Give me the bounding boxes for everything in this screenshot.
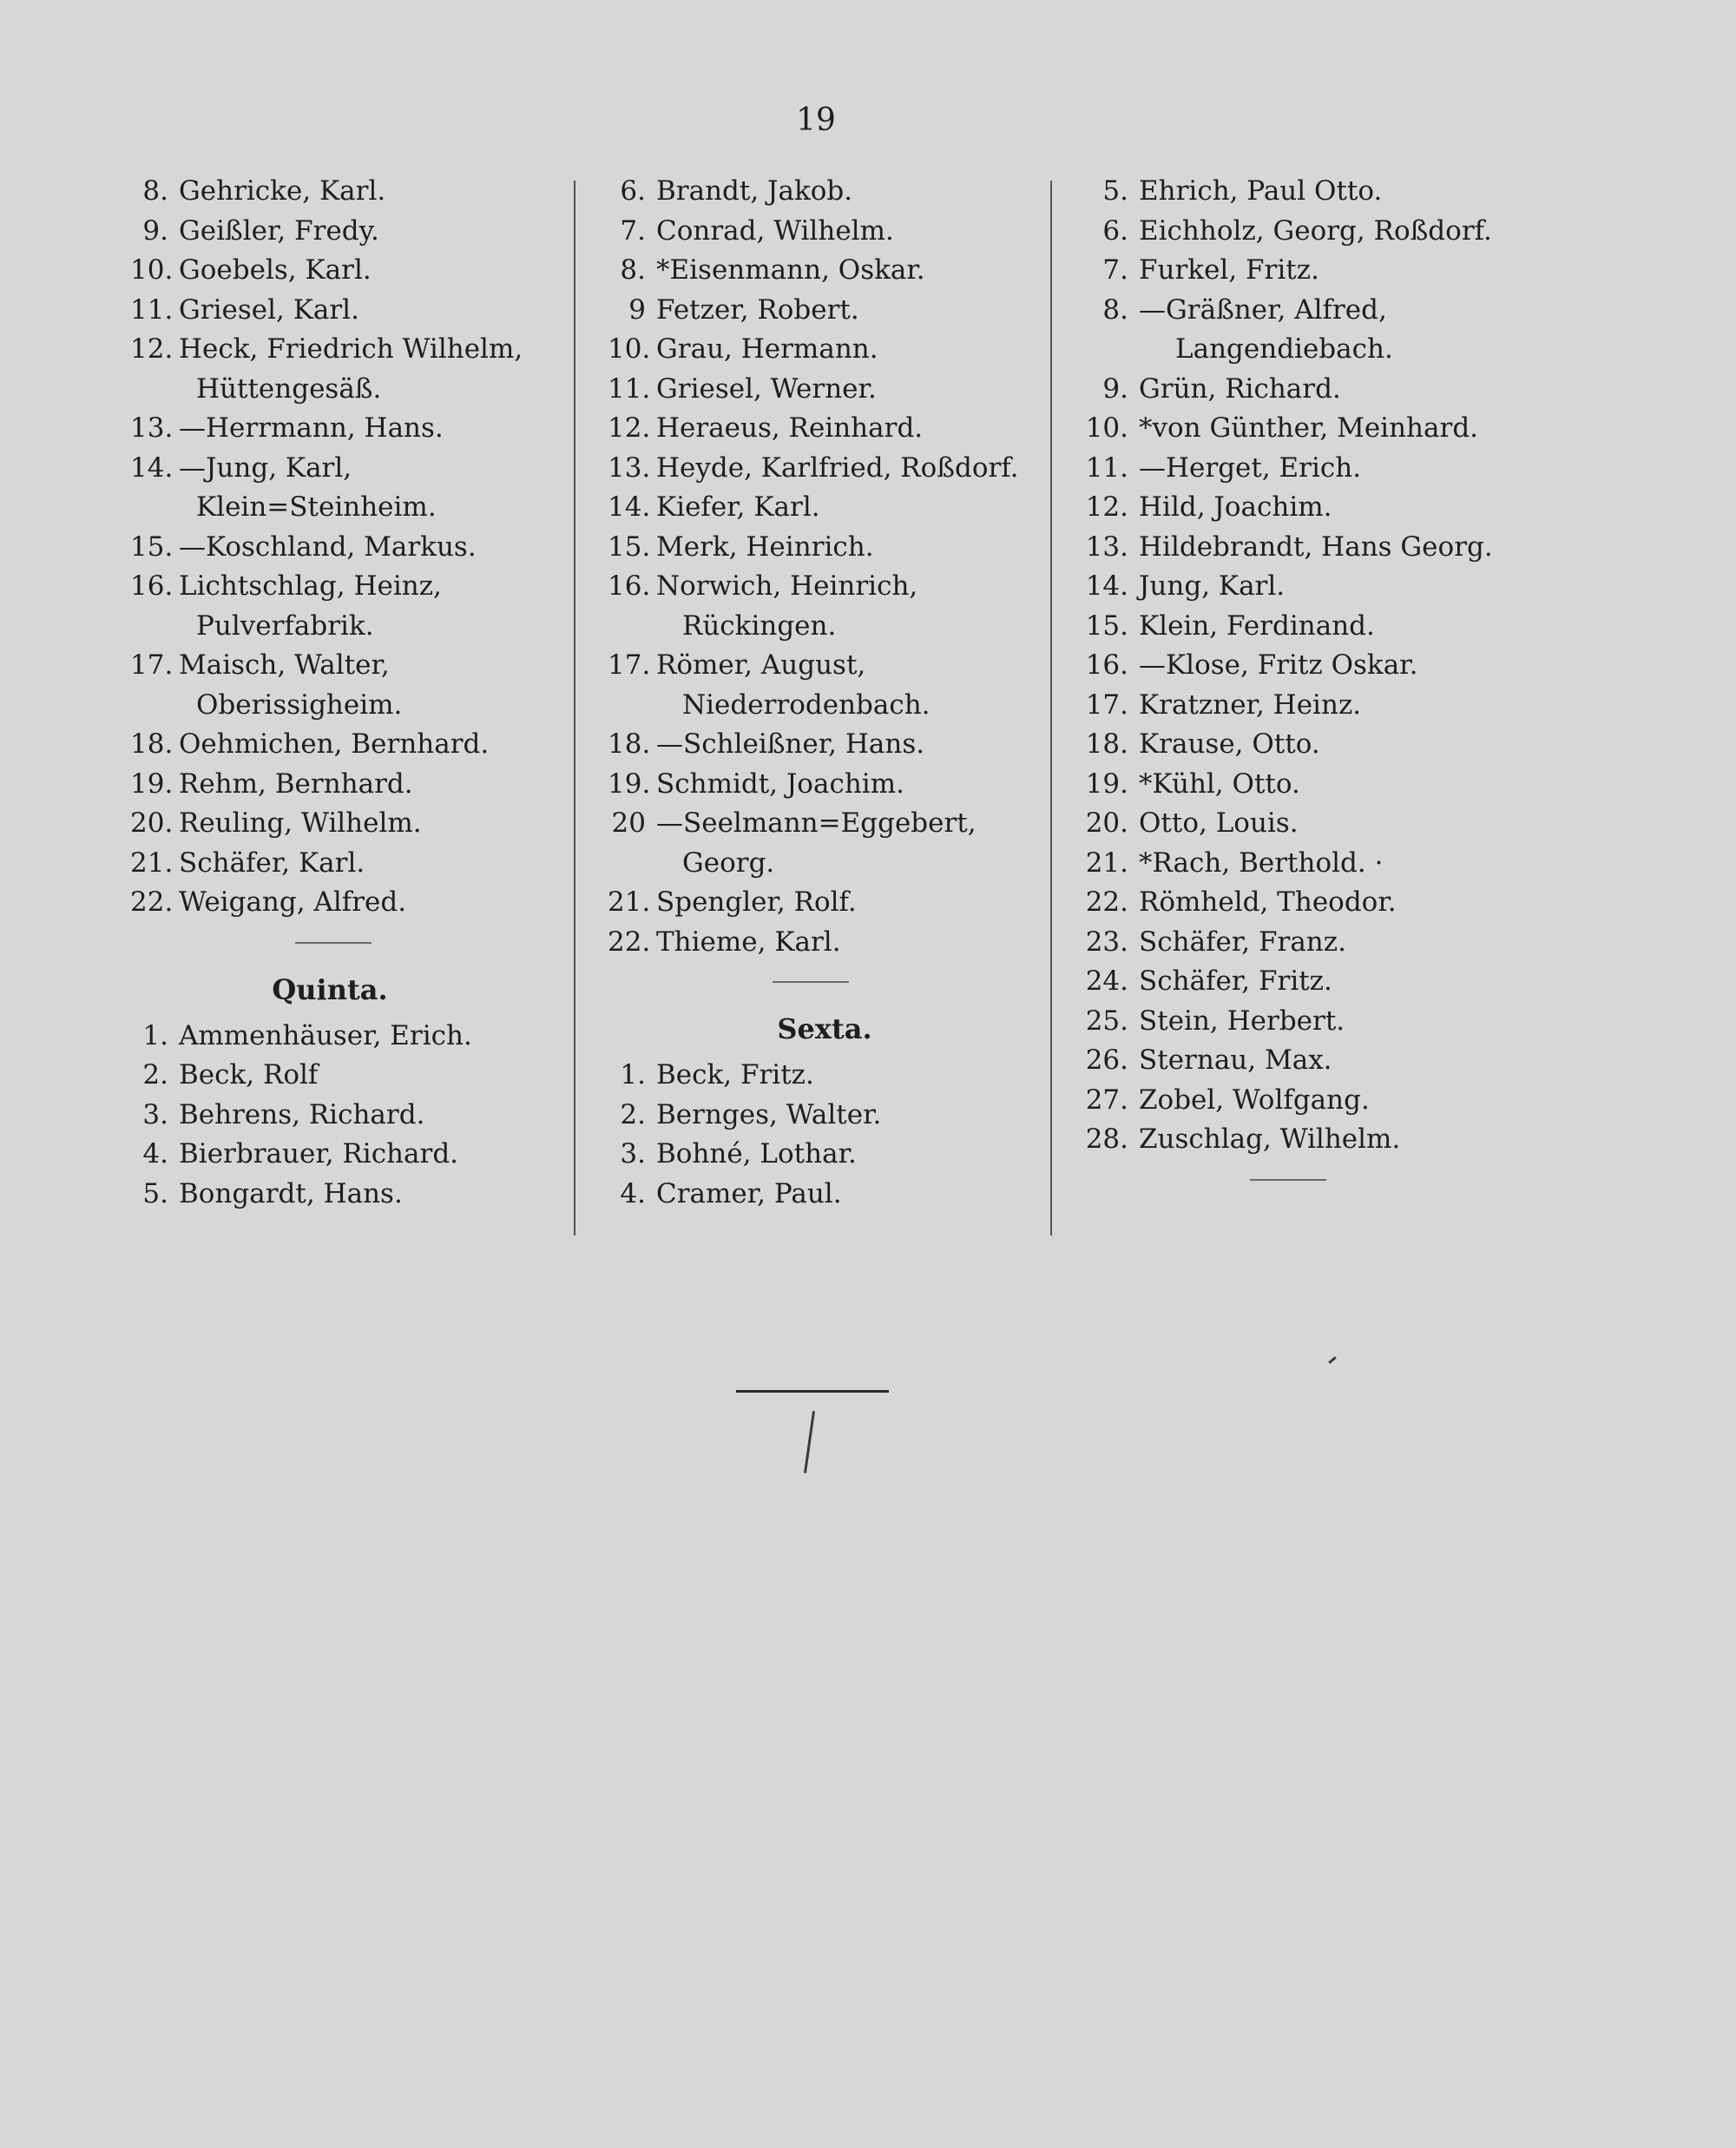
list-item — [1085, 1120, 1571, 1160]
item-name: *von Günther, Meinhard. — [1139, 412, 1479, 444]
list-item — [1085, 1041, 1571, 1081]
item-name: *Kühl, Otto. — [1139, 768, 1300, 800]
item-number: 10. — [130, 254, 174, 286]
list-item — [608, 528, 1042, 568]
item-number: 11. — [130, 293, 174, 326]
list-item — [608, 488, 1042, 528]
item-number: 8. — [620, 254, 646, 286]
item-number: 21. — [1085, 847, 1128, 879]
item-name: Conrad, Wilhelm. — [656, 214, 894, 247]
item-number: 10. — [1085, 412, 1128, 444]
list-item — [608, 567, 1042, 607]
sexta-list — [608, 1056, 1042, 1214]
item-number: 15. — [1085, 609, 1128, 642]
item-name: Krause, Otto. — [1139, 728, 1320, 760]
section-heading-quinta: Quinta. — [272, 972, 388, 1006]
item-name: Römer, August, — [656, 649, 866, 681]
end-rule — [736, 1390, 889, 1393]
list-item-continuation: Rückingen. — [682, 609, 837, 642]
list-item — [608, 330, 1042, 370]
item-number: 19. — [130, 768, 174, 800]
item-name: Fetzer, Robert. — [656, 293, 859, 326]
list-item — [608, 449, 1042, 489]
list-item — [1085, 646, 1571, 686]
list-item — [1085, 923, 1571, 963]
list-item — [1085, 567, 1571, 607]
item-number: 5. — [142, 1177, 168, 1209]
list-item — [1085, 804, 1571, 844]
item-number: 17. — [1085, 689, 1128, 721]
item-number: 6. — [620, 175, 646, 207]
item-name: Bohné, Lothar. — [656, 1138, 857, 1170]
list-item — [130, 725, 564, 765]
list-item — [130, 883, 564, 923]
item-name: —Herrmann, Hans. — [179, 412, 444, 444]
quinta-list-continued — [608, 172, 1042, 962]
item-number: 6. — [1102, 214, 1128, 247]
list-item — [1085, 844, 1571, 884]
item-name: —Jung, Karl, — [179, 451, 352, 484]
list-item — [608, 1096, 1042, 1136]
list-item — [608, 172, 1042, 212]
item-name: Spengler, Rolf. — [656, 886, 857, 918]
item-name: —Seelmann=Eggebert, — [656, 807, 976, 839]
column-1 — [130, 172, 564, 1214]
item-name: Otto, Louis. — [1139, 807, 1299, 839]
item-name: Schmidt, Joachim. — [656, 768, 904, 800]
item-name: Brandt, Jakob. — [656, 175, 853, 207]
item-name: Behrens, Richard. — [179, 1098, 425, 1130]
list-item — [1085, 409, 1571, 449]
item-number: 8. — [142, 175, 168, 207]
item-number: 5. — [1102, 175, 1128, 207]
item-number: 7. — [620, 214, 646, 247]
list-item — [608, 251, 1042, 291]
item-number: 1. — [620, 1059, 646, 1090]
item-name: Hildebrandt, Hans Georg. — [1139, 530, 1493, 563]
item-name: Beck, Fritz. — [656, 1059, 814, 1090]
section-separator — [1250, 1179, 1326, 1181]
item-name: Jung, Karl. — [1139, 570, 1286, 602]
list-item — [130, 212, 564, 252]
item-number: 18. — [608, 728, 651, 760]
list-item-continuation: Niederrodenbach. — [682, 689, 930, 721]
item-number: 11. — [1085, 451, 1128, 484]
section-heading-sexta: Sexta. — [777, 1012, 872, 1045]
list-item — [130, 1017, 564, 1057]
item-name: Cramer, Paul. — [656, 1177, 842, 1209]
item-name: Lichtschlag, Heinz, — [179, 570, 442, 602]
item-number: 3. — [142, 1098, 168, 1130]
list-item — [608, 409, 1042, 449]
item-name: Schäfer, Franz. — [1139, 926, 1346, 958]
item-name: Römheld, Theodor. — [1139, 886, 1397, 918]
item-number: 2. — [620, 1098, 646, 1130]
item-number: 1. — [142, 1019, 168, 1051]
item-number: 7. — [1102, 254, 1128, 286]
item-number: 4. — [142, 1138, 168, 1170]
list-item — [608, 291, 1042, 331]
item-name: Merk, Heinrich. — [656, 530, 874, 563]
item-name: Grün, Richard. — [1139, 372, 1341, 405]
list-item — [1085, 212, 1571, 252]
list-item — [1085, 172, 1571, 212]
item-number: 4. — [620, 1177, 646, 1209]
list-item — [130, 1056, 564, 1096]
item-number: 14. — [608, 491, 651, 523]
item-number: 14. — [1085, 570, 1128, 602]
item-number: 23. — [1085, 926, 1128, 958]
item-number: 27. — [1085, 1084, 1128, 1116]
quarta-list-continued — [130, 172, 564, 923]
list-item — [608, 1135, 1042, 1175]
list-item — [608, 1175, 1042, 1215]
list-item — [1085, 488, 1571, 528]
item-name: Zuschlag, Wilhelm. — [1139, 1123, 1401, 1155]
item-name: Heck, Friedrich Wilhelm, — [179, 333, 523, 365]
list-item — [608, 804, 1042, 844]
item-number: 13. — [608, 451, 651, 484]
item-number: 10. — [608, 333, 651, 365]
item-name: —Klose, Fritz Oskar. — [1139, 649, 1418, 681]
ink-speck — [1328, 1356, 1337, 1364]
list-item — [1085, 962, 1571, 1002]
list-item — [130, 251, 564, 291]
quinta-list — [130, 1017, 564, 1215]
item-name: Hild, Joachim. — [1139, 491, 1332, 523]
item-number: 2. — [142, 1059, 168, 1090]
list-item — [1085, 291, 1571, 331]
list-item — [130, 567, 564, 607]
item-number: 17. — [608, 649, 651, 681]
item-name: Griesel, Werner. — [656, 372, 877, 405]
list-item — [1085, 370, 1571, 410]
list-item-continuation: Oberissigheim. — [196, 689, 403, 721]
item-number: 12. — [608, 412, 651, 444]
item-number: 20 — [611, 807, 646, 839]
column-divider-left — [574, 181, 575, 1235]
item-number: 18. — [130, 728, 174, 760]
item-number: 16. — [608, 570, 651, 602]
item-name: —Herget, Erich. — [1139, 451, 1362, 484]
section-separator — [773, 981, 849, 983]
item-name: Norwich, Heinrich, — [656, 570, 918, 602]
item-name: Bierbrauer, Richard. — [179, 1138, 459, 1170]
list-item — [1085, 1002, 1571, 1042]
item-name: Schäfer, Karl. — [179, 847, 365, 879]
item-number: 28. — [1085, 1123, 1128, 1155]
item-name: Geißler, Fredy. — [179, 214, 379, 247]
list-item-continuation: Pulverfabrik. — [196, 609, 374, 642]
list-item — [1085, 251, 1571, 291]
item-number: 26. — [1085, 1044, 1128, 1076]
list-item — [1085, 725, 1571, 765]
item-name: Schäfer, Fritz. — [1139, 965, 1332, 997]
item-name: *Eisenmann, Oskar. — [656, 254, 925, 286]
item-name: Heraeus, Reinhard. — [656, 412, 924, 444]
list-item — [1085, 765, 1571, 805]
list-item — [130, 646, 564, 686]
list-item — [130, 291, 564, 331]
item-name: Ammenhäuser, Erich. — [179, 1019, 472, 1051]
column-3 — [1085, 172, 1571, 1200]
item-name: Goebels, Karl. — [179, 254, 372, 286]
list-item-continuation: Hüttengesäß. — [196, 372, 382, 405]
page-number: 19 — [796, 102, 836, 138]
list-item — [1085, 883, 1571, 923]
item-number: 21. — [608, 886, 651, 918]
item-number: 3. — [620, 1138, 646, 1170]
item-number: 20. — [130, 807, 174, 839]
item-name: Kratzner, Heinz. — [1139, 689, 1362, 721]
list-item-continuation: Langendiebach. — [1175, 333, 1393, 365]
column-divider-right — [1050, 181, 1052, 1235]
item-name: Zobel, Wolfgang. — [1139, 1084, 1370, 1116]
list-item — [1085, 449, 1571, 489]
list-item — [130, 330, 564, 370]
item-name: —Gräßner, Alfred, — [1139, 293, 1387, 326]
item-name: Ehrich, Paul Otto. — [1139, 175, 1383, 207]
list-item — [608, 370, 1042, 410]
item-number: 11. — [608, 372, 651, 405]
item-number: 13. — [130, 412, 174, 444]
list-item — [608, 1056, 1042, 1096]
list-item — [1085, 1081, 1571, 1121]
list-item — [130, 1175, 564, 1215]
item-name: Reuling, Wilhelm. — [179, 807, 422, 839]
column-2 — [608, 172, 1042, 1214]
item-name: Eichholz, Georg, Roßdorf. — [1139, 214, 1492, 247]
item-name: Griesel, Karl. — [179, 293, 359, 326]
list-item — [608, 725, 1042, 765]
item-name: Stein, Herbert. — [1139, 1005, 1345, 1037]
item-number: 16. — [1085, 649, 1128, 681]
list-item — [608, 646, 1042, 686]
item-number: 12. — [1085, 491, 1128, 523]
item-name: Gehricke, Karl. — [179, 175, 386, 207]
item-name: Furkel, Fritz. — [1139, 254, 1319, 286]
item-name: Rehm, Bernhard. — [179, 768, 413, 800]
item-number: 24. — [1085, 965, 1128, 997]
list-item — [130, 172, 564, 212]
list-item — [1085, 686, 1571, 726]
item-name: Weigang, Alfred. — [179, 886, 407, 918]
item-name: Beck, Rolf — [179, 1059, 319, 1090]
list-item — [130, 844, 564, 884]
item-number: 9. — [142, 214, 168, 247]
item-number: 9. — [1102, 372, 1128, 405]
item-name: Grau, Hermann. — [656, 333, 878, 365]
section-separator — [295, 942, 372, 944]
item-name: Sternau, Max. — [1139, 1044, 1332, 1076]
item-name: Klein, Ferdinand. — [1139, 609, 1375, 642]
item-number: 22. — [130, 886, 174, 918]
list-item — [130, 1096, 564, 1136]
list-item-continuation: Georg. — [682, 847, 775, 879]
item-number: 18. — [1085, 728, 1128, 760]
item-number: 20. — [1085, 807, 1128, 839]
item-number: 12. — [130, 333, 174, 365]
item-number: 15. — [130, 530, 174, 563]
list-item — [130, 765, 564, 805]
item-name: *Rach, Berthold. · — [1139, 847, 1384, 879]
list-item — [1085, 607, 1571, 647]
item-number: 15. — [608, 530, 651, 563]
list-item — [130, 528, 564, 568]
list-item — [130, 1135, 564, 1175]
list-item — [608, 883, 1042, 923]
item-number: 19. — [1085, 768, 1128, 800]
item-name: Bernges, Walter. — [656, 1098, 882, 1130]
item-number: 25. — [1085, 1005, 1128, 1037]
item-name: —Schleißner, Hans. — [656, 728, 925, 760]
item-number: 22. — [1085, 886, 1128, 918]
item-number: 14. — [130, 451, 174, 484]
item-number: 19. — [608, 768, 651, 800]
item-name: Maisch, Walter, — [179, 649, 390, 681]
item-number: 16. — [130, 570, 174, 602]
sexta-list-continued — [1085, 172, 1571, 1160]
item-name: —Koschland, Markus. — [179, 530, 477, 563]
list-item — [130, 409, 564, 449]
item-name: Oehmichen, Bernhard. — [179, 728, 490, 760]
item-name: Bongardt, Hans. — [179, 1177, 403, 1209]
list-item — [1085, 528, 1571, 568]
item-name: Kiefer, Karl. — [656, 491, 820, 523]
item-number: 21. — [130, 847, 174, 879]
list-item-continuation: Klein=Steinheim. — [196, 491, 437, 523]
list-item — [608, 212, 1042, 252]
list-item — [608, 765, 1042, 805]
item-number: 13. — [1085, 530, 1128, 563]
item-name: Thieme, Karl. — [656, 926, 841, 958]
list-item — [130, 449, 564, 489]
item-number: 8. — [1102, 293, 1128, 326]
list-item — [608, 923, 1042, 963]
item-number: 9 — [628, 293, 646, 326]
item-number: 17. — [130, 649, 174, 681]
item-name: Heyde, Karlfried, Roßdorf. — [656, 451, 1019, 484]
pencil-mark — [804, 1411, 815, 1473]
item-number: 22. — [608, 926, 651, 958]
list-item — [130, 804, 564, 844]
